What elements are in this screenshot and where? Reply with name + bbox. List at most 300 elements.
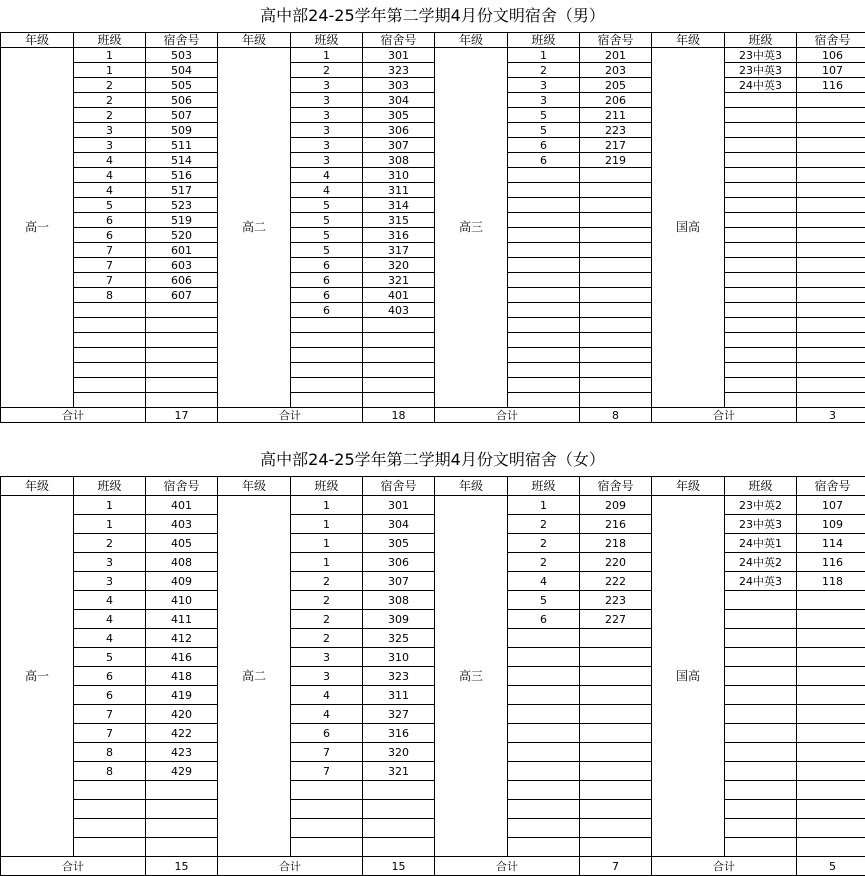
room-cell: 320 xyxy=(363,258,435,273)
table-row xyxy=(1,48,865,63)
room-cell xyxy=(580,198,652,213)
table-row xyxy=(1,819,865,838)
class-cell xyxy=(725,243,797,258)
room-cell xyxy=(580,819,652,838)
class-cell xyxy=(291,333,363,348)
room-cell: 310 xyxy=(363,648,435,667)
total-label: 合计 xyxy=(435,857,580,876)
room-cell: 410 xyxy=(146,591,218,610)
room-cell xyxy=(580,228,652,243)
room-cell: 523 xyxy=(146,198,218,213)
total-value: 3 xyxy=(797,408,865,423)
room-cell xyxy=(146,800,218,819)
class-cell xyxy=(74,800,146,819)
room-cell: 118 xyxy=(797,572,865,591)
class-cell: 4 xyxy=(74,183,146,198)
class-cell xyxy=(508,333,580,348)
room-cell: 519 xyxy=(146,213,218,228)
room-cell xyxy=(797,762,865,781)
room-cell: 411 xyxy=(146,610,218,629)
room-cell xyxy=(580,378,652,393)
table-row xyxy=(1,348,865,363)
header-row xyxy=(1,33,865,48)
room-cell: 107 xyxy=(797,496,865,515)
class-cell xyxy=(508,686,580,705)
room-cell xyxy=(580,243,652,258)
room-cell: 325 xyxy=(363,629,435,648)
room-cell: 223 xyxy=(580,591,652,610)
room-cell xyxy=(797,393,865,408)
room-cell: 316 xyxy=(363,228,435,243)
table-row xyxy=(1,800,865,819)
class-cell: 1 xyxy=(508,496,580,515)
class-cell xyxy=(725,648,797,667)
table-row xyxy=(1,258,865,273)
room-cell xyxy=(363,819,435,838)
class-cell xyxy=(508,348,580,363)
table-row xyxy=(1,183,865,198)
room-cell xyxy=(797,363,865,378)
table-row xyxy=(1,213,865,228)
class-cell xyxy=(508,393,580,408)
room-cell xyxy=(580,762,652,781)
class-cell xyxy=(725,591,797,610)
class-cell: 2 xyxy=(508,553,580,572)
class-cell: 24中英3 xyxy=(725,78,797,93)
grade-header: 年级 xyxy=(652,477,725,496)
table-row xyxy=(1,123,865,138)
class-cell: 4 xyxy=(74,168,146,183)
room-cell: 217 xyxy=(580,138,652,153)
table-row xyxy=(1,318,865,333)
class-cell xyxy=(725,198,797,213)
class-cell xyxy=(725,838,797,857)
class-cell xyxy=(508,724,580,743)
room-cell: 305 xyxy=(363,534,435,553)
class-cell: 7 xyxy=(74,258,146,273)
total-row xyxy=(1,857,865,876)
room-cell: 316 xyxy=(363,724,435,743)
class-cell xyxy=(508,183,580,198)
class-cell: 5 xyxy=(291,228,363,243)
room-cell: 305 xyxy=(363,108,435,123)
room-cell xyxy=(797,93,865,108)
room-cell: 507 xyxy=(146,108,218,123)
room-header: 宿舍号 xyxy=(363,33,435,48)
class-cell: 6 xyxy=(508,138,580,153)
room-cell xyxy=(146,318,218,333)
grade-header: 年级 xyxy=(435,477,508,496)
table-row xyxy=(1,686,865,705)
class-cell xyxy=(725,108,797,123)
class-cell xyxy=(725,762,797,781)
table-row xyxy=(1,378,865,393)
class-cell: 5 xyxy=(74,198,146,213)
room-cell xyxy=(363,348,435,363)
class-cell: 2 xyxy=(74,93,146,108)
room-cell xyxy=(580,393,652,408)
class-cell: 2 xyxy=(508,515,580,534)
class-cell: 4 xyxy=(291,705,363,724)
room-cell xyxy=(580,168,652,183)
room-cell: 303 xyxy=(363,78,435,93)
class-cell: 1 xyxy=(74,63,146,78)
class-cell: 7 xyxy=(74,705,146,724)
room-cell: 315 xyxy=(363,213,435,228)
table-row xyxy=(1,78,865,93)
class-cell xyxy=(725,93,797,108)
class-cell xyxy=(725,303,797,318)
table-row xyxy=(1,333,865,348)
room-cell: 412 xyxy=(146,629,218,648)
room-cell: 403 xyxy=(146,515,218,534)
room-cell: 116 xyxy=(797,78,865,93)
room-header: 宿舍号 xyxy=(797,33,865,48)
room-cell xyxy=(797,153,865,168)
class-cell xyxy=(291,800,363,819)
table-row xyxy=(1,648,865,667)
class-cell: 2 xyxy=(291,610,363,629)
room-cell: 301 xyxy=(363,48,435,63)
class-cell xyxy=(508,273,580,288)
room-header: 宿舍号 xyxy=(797,477,865,496)
room-cell xyxy=(363,838,435,857)
room-cell xyxy=(580,318,652,333)
room-cell: 222 xyxy=(580,572,652,591)
class-cell xyxy=(74,303,146,318)
room-cell xyxy=(797,686,865,705)
class-cell: 8 xyxy=(74,288,146,303)
class-cell xyxy=(508,198,580,213)
room-cell: 408 xyxy=(146,553,218,572)
total-label: 合计 xyxy=(435,408,580,423)
total-label: 合计 xyxy=(652,408,797,423)
room-cell: 223 xyxy=(580,123,652,138)
class-cell xyxy=(291,781,363,800)
table-row xyxy=(1,363,865,378)
room-cell: 106 xyxy=(797,48,865,63)
class-cell xyxy=(725,213,797,228)
class-cell xyxy=(508,705,580,724)
table-row xyxy=(1,496,865,515)
class-cell xyxy=(508,800,580,819)
table-row xyxy=(1,838,865,857)
room-cell xyxy=(580,648,652,667)
class-cell: 5 xyxy=(508,108,580,123)
class-cell: 1 xyxy=(508,48,580,63)
room-cell xyxy=(580,363,652,378)
room-cell xyxy=(146,393,218,408)
table-row xyxy=(1,108,865,123)
room-cell: 321 xyxy=(363,762,435,781)
class-cell xyxy=(74,819,146,838)
class-cell: 3 xyxy=(291,138,363,153)
table-row xyxy=(1,667,865,686)
room-cell: 419 xyxy=(146,686,218,705)
total-value: 8 xyxy=(580,408,652,423)
room-cell xyxy=(146,363,218,378)
grade-cell: 高二 xyxy=(218,496,291,857)
class-cell xyxy=(74,378,146,393)
class-cell xyxy=(74,781,146,800)
class-cell xyxy=(725,724,797,743)
room-cell: 323 xyxy=(363,667,435,686)
class-cell: 3 xyxy=(291,78,363,93)
room-cell xyxy=(580,348,652,363)
class-cell xyxy=(508,288,580,303)
room-cell xyxy=(797,819,865,838)
total-label: 合计 xyxy=(1,408,146,423)
room-cell xyxy=(363,800,435,819)
class-cell: 3 xyxy=(291,93,363,108)
class-cell: 1 xyxy=(291,48,363,63)
class-cell xyxy=(725,273,797,288)
room-cell xyxy=(797,333,865,348)
room-cell xyxy=(580,838,652,857)
room-cell xyxy=(580,258,652,273)
room-cell: 506 xyxy=(146,93,218,108)
table-row xyxy=(1,168,865,183)
grade-header: 年级 xyxy=(435,33,508,48)
class-cell: 6 xyxy=(291,303,363,318)
class-cell xyxy=(508,648,580,667)
room-cell xyxy=(797,183,865,198)
room-cell xyxy=(797,168,865,183)
room-cell: 323 xyxy=(363,63,435,78)
room-header: 宿舍号 xyxy=(580,33,652,48)
table-row xyxy=(1,553,865,572)
class-cell xyxy=(74,318,146,333)
room-cell: 321 xyxy=(363,273,435,288)
room-cell xyxy=(797,258,865,273)
table-row xyxy=(1,743,865,762)
table-row xyxy=(1,63,865,78)
class-cell: 6 xyxy=(508,153,580,168)
male-dormitory-table xyxy=(0,32,865,423)
class-cell xyxy=(725,781,797,800)
room-cell xyxy=(797,800,865,819)
class-cell: 24中英2 xyxy=(725,553,797,572)
class-cell xyxy=(725,667,797,686)
class-cell: 5 xyxy=(508,123,580,138)
room-cell xyxy=(146,781,218,800)
table-row xyxy=(1,93,865,108)
room-cell xyxy=(797,648,865,667)
table-row xyxy=(1,572,865,591)
class-cell: 3 xyxy=(291,123,363,138)
total-value: 7 xyxy=(580,857,652,876)
class-cell: 3 xyxy=(291,667,363,686)
room-cell: 308 xyxy=(363,591,435,610)
room-cell: 505 xyxy=(146,78,218,93)
room-cell: 219 xyxy=(580,153,652,168)
room-cell xyxy=(580,213,652,228)
class-cell: 5 xyxy=(291,198,363,213)
table-row xyxy=(1,534,865,553)
table-row xyxy=(1,610,865,629)
room-cell xyxy=(146,378,218,393)
class-cell xyxy=(725,168,797,183)
class-cell: 1 xyxy=(74,515,146,534)
total-label: 合计 xyxy=(218,857,363,876)
table-row xyxy=(1,591,865,610)
room-cell xyxy=(363,318,435,333)
room-cell: 403 xyxy=(363,303,435,318)
class-cell: 4 xyxy=(508,572,580,591)
class-cell xyxy=(725,629,797,648)
class-cell: 6 xyxy=(291,288,363,303)
room-cell xyxy=(580,629,652,648)
room-cell xyxy=(797,781,865,800)
room-cell: 307 xyxy=(363,138,435,153)
room-cell xyxy=(797,228,865,243)
grade-cell: 高三 xyxy=(435,496,508,857)
class-cell: 6 xyxy=(291,273,363,288)
class-cell: 6 xyxy=(74,228,146,243)
room-cell xyxy=(797,724,865,743)
total-value: 15 xyxy=(363,857,435,876)
room-cell xyxy=(146,303,218,318)
class-cell xyxy=(725,228,797,243)
room-header: 宿舍号 xyxy=(363,477,435,496)
room-cell: 308 xyxy=(363,153,435,168)
class-cell: 2 xyxy=(508,63,580,78)
room-cell: 314 xyxy=(363,198,435,213)
class-cell xyxy=(291,318,363,333)
room-cell: 311 xyxy=(363,686,435,705)
room-cell: 109 xyxy=(797,515,865,534)
table-row xyxy=(1,153,865,168)
room-cell: 503 xyxy=(146,48,218,63)
class-cell: 24中英1 xyxy=(725,534,797,553)
room-cell xyxy=(797,378,865,393)
grade-header: 年级 xyxy=(218,33,291,48)
class-cell xyxy=(508,228,580,243)
total-value: 15 xyxy=(146,857,218,876)
table-row xyxy=(1,629,865,648)
room-cell: 227 xyxy=(580,610,652,629)
class-cell: 1 xyxy=(291,515,363,534)
room-cell xyxy=(797,273,865,288)
class-cell: 1 xyxy=(74,496,146,515)
class-header: 班级 xyxy=(291,477,363,496)
room-cell xyxy=(580,303,652,318)
class-cell xyxy=(508,629,580,648)
class-cell: 3 xyxy=(508,93,580,108)
class-cell xyxy=(725,610,797,629)
class-cell xyxy=(725,393,797,408)
class-cell xyxy=(508,781,580,800)
room-cell: 205 xyxy=(580,78,652,93)
class-cell: 4 xyxy=(291,168,363,183)
room-cell xyxy=(797,838,865,857)
total-value: 5 xyxy=(797,857,865,876)
class-cell: 3 xyxy=(74,572,146,591)
room-cell: 218 xyxy=(580,534,652,553)
room-cell: 514 xyxy=(146,153,218,168)
room-cell xyxy=(580,183,652,198)
room-cell: 107 xyxy=(797,63,865,78)
grade-cell: 国高 xyxy=(652,496,725,857)
room-cell: 307 xyxy=(363,572,435,591)
class-cell: 4 xyxy=(291,686,363,705)
table-row xyxy=(1,393,865,408)
room-cell: 504 xyxy=(146,63,218,78)
room-cell: 306 xyxy=(363,123,435,138)
class-cell: 4 xyxy=(291,183,363,198)
class-cell: 2 xyxy=(291,572,363,591)
class-cell: 5 xyxy=(291,243,363,258)
room-cell xyxy=(797,629,865,648)
room-cell: 422 xyxy=(146,724,218,743)
class-cell xyxy=(508,378,580,393)
class-cell: 6 xyxy=(291,724,363,743)
room-cell: 310 xyxy=(363,168,435,183)
class-cell xyxy=(725,686,797,705)
class-cell xyxy=(725,348,797,363)
class-cell xyxy=(508,743,580,762)
class-cell: 2 xyxy=(508,534,580,553)
total-label: 合计 xyxy=(1,857,146,876)
room-cell xyxy=(580,686,652,705)
room-cell xyxy=(580,288,652,303)
class-cell: 1 xyxy=(74,48,146,63)
room-cell: 209 xyxy=(580,496,652,515)
room-cell xyxy=(797,591,865,610)
room-cell: 327 xyxy=(363,705,435,724)
room-cell xyxy=(797,108,865,123)
class-cell xyxy=(74,838,146,857)
room-cell: 601 xyxy=(146,243,218,258)
class-cell: 5 xyxy=(291,213,363,228)
table-row xyxy=(1,273,865,288)
class-cell xyxy=(725,153,797,168)
class-cell xyxy=(725,819,797,838)
class-cell xyxy=(725,123,797,138)
class-cell: 7 xyxy=(74,243,146,258)
class-cell: 4 xyxy=(74,591,146,610)
room-header: 宿舍号 xyxy=(146,477,218,496)
room-cell xyxy=(580,743,652,762)
room-cell xyxy=(797,123,865,138)
table-row xyxy=(1,515,865,534)
class-cell: 5 xyxy=(508,591,580,610)
class-cell: 4 xyxy=(74,629,146,648)
class-cell xyxy=(508,243,580,258)
total-label: 合计 xyxy=(652,857,797,876)
class-cell xyxy=(725,378,797,393)
class-cell: 7 xyxy=(291,762,363,781)
class-header: 班级 xyxy=(508,477,580,496)
class-cell: 23中英3 xyxy=(725,63,797,78)
room-cell: 409 xyxy=(146,572,218,591)
room-cell xyxy=(363,393,435,408)
room-cell xyxy=(797,243,865,258)
grade-cell: 高一 xyxy=(1,48,74,408)
class-cell: 2 xyxy=(74,78,146,93)
class-cell: 4 xyxy=(74,610,146,629)
room-cell xyxy=(146,838,218,857)
table-row xyxy=(1,762,865,781)
room-cell xyxy=(797,667,865,686)
room-cell xyxy=(363,333,435,348)
room-cell: 114 xyxy=(797,534,865,553)
room-cell xyxy=(797,198,865,213)
room-cell: 304 xyxy=(363,515,435,534)
class-cell: 8 xyxy=(74,743,146,762)
class-cell: 23中英3 xyxy=(725,515,797,534)
class-cell: 23中英3 xyxy=(725,48,797,63)
